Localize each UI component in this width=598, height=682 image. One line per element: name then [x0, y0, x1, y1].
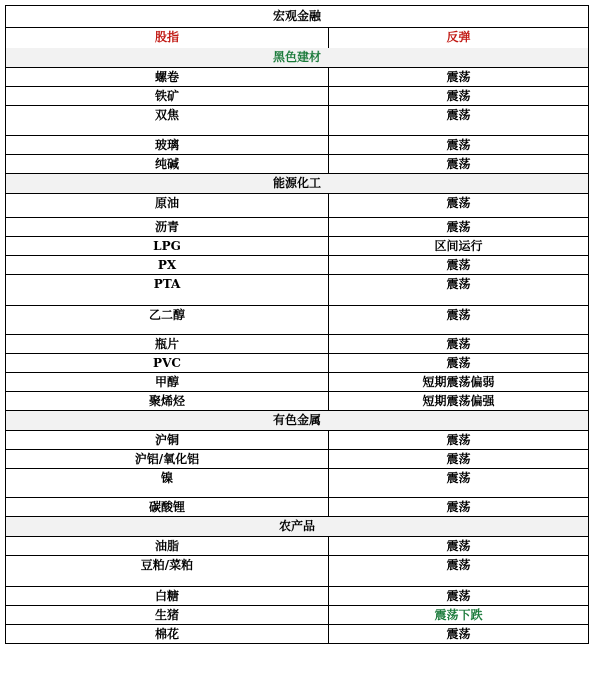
table-row	[6, 536, 588, 555]
table-row	[6, 255, 588, 274]
section-header	[6, 410, 588, 430]
table-row	[6, 334, 588, 353]
commodity-status: 震荡	[328, 106, 588, 135]
section-title: 黑色建材	[272, 50, 321, 64]
commodity-status: 短期震荡偏弱	[328, 373, 588, 391]
commodity-name: 螺卷	[154, 70, 179, 84]
header-left: 股指	[154, 30, 179, 44]
commodity-status: 震荡	[328, 469, 588, 497]
market-outlook-table	[5, 5, 589, 644]
title-row	[6, 6, 588, 27]
commodity-status: 震荡	[328, 194, 588, 217]
section-header	[6, 173, 588, 193]
header-row	[6, 27, 588, 48]
section-header	[6, 516, 588, 536]
commodity-name: 乙二醇	[148, 308, 185, 322]
table-row	[6, 624, 588, 643]
table-row	[6, 430, 588, 449]
section-title: 农产品	[278, 519, 315, 533]
commodity-name: 甲醇	[154, 375, 179, 389]
commodity-status: 震荡	[328, 68, 588, 86]
commodity-status: 震荡下跌	[328, 606, 588, 624]
commodity-name: 纯碱	[154, 157, 179, 171]
commodity-name: 玻璃	[154, 138, 179, 152]
commodity-name: PX	[157, 258, 177, 272]
commodity-status: 震荡	[328, 625, 588, 643]
commodity-name: 碳酸锂	[148, 500, 185, 514]
commodity-name: 沪铜	[154, 433, 179, 447]
commodity-status: 震荡	[328, 136, 588, 154]
commodity-status: 区间运行	[328, 237, 588, 255]
commodity-name: 沥青	[154, 220, 179, 234]
commodity-name: 铁矿	[154, 89, 179, 103]
commodity-status: 震荡	[328, 155, 588, 173]
commodity-name: 沪铝/氧化铝	[134, 452, 200, 466]
table-row	[6, 586, 588, 605]
commodity-name: 原油	[154, 196, 179, 210]
commodity-name: 生猪	[154, 608, 179, 622]
commodity-status: 震荡	[328, 556, 588, 586]
table-title: 宏观金融	[272, 9, 321, 23]
commodity-status: 震荡	[328, 587, 588, 605]
table-row	[6, 449, 588, 468]
commodity-status: 震荡	[328, 218, 588, 236]
table-row	[6, 193, 588, 217]
section-header	[6, 48, 588, 67]
commodity-status: 震荡	[328, 450, 588, 468]
table-row	[6, 105, 588, 135]
table-row	[6, 353, 588, 372]
commodity-name: PTA	[153, 277, 181, 291]
commodity-name: 白糖	[154, 589, 179, 603]
commodity-status: 震荡	[328, 537, 588, 555]
table-row	[6, 274, 588, 305]
table-row	[6, 391, 588, 410]
commodity-status: 震荡	[328, 354, 588, 372]
table-row	[6, 236, 588, 255]
commodity-status: 震荡	[328, 498, 588, 516]
commodity-name: 镍	[160, 471, 173, 485]
table-row	[6, 217, 588, 236]
commodity-name: 瓶片	[154, 337, 179, 351]
sections-container	[6, 48, 588, 643]
commodity-name: 棉花	[154, 627, 179, 641]
table-row	[6, 468, 588, 497]
table-row	[6, 86, 588, 105]
commodity-name: 豆粕/菜粕	[140, 558, 194, 572]
table-row	[6, 135, 588, 154]
table-row	[6, 605, 588, 624]
table-row	[6, 305, 588, 334]
header-right: 反弹	[328, 28, 588, 48]
commodity-name: 双焦	[154, 108, 179, 122]
table-row	[6, 154, 588, 173]
table-row	[6, 555, 588, 586]
commodity-status: 震荡	[328, 256, 588, 274]
table-row	[6, 497, 588, 516]
commodity-status: 震荡	[328, 431, 588, 449]
commodity-name: 聚烯烃	[148, 394, 185, 408]
commodity-name: PVC	[153, 356, 181, 370]
table-row	[6, 67, 588, 86]
commodity-name: 油脂	[154, 539, 179, 553]
commodity-status: 震荡	[328, 306, 588, 334]
commodity-name: LPG	[153, 239, 181, 253]
commodity-status: 震荡	[328, 275, 588, 305]
section-title: 能源化工	[272, 176, 321, 190]
commodity-status: 震荡	[328, 335, 588, 353]
section-title: 有色金属	[272, 413, 321, 427]
table-row	[6, 372, 588, 391]
commodity-status: 震荡	[328, 87, 588, 105]
commodity-status: 短期震荡偏强	[328, 392, 588, 410]
